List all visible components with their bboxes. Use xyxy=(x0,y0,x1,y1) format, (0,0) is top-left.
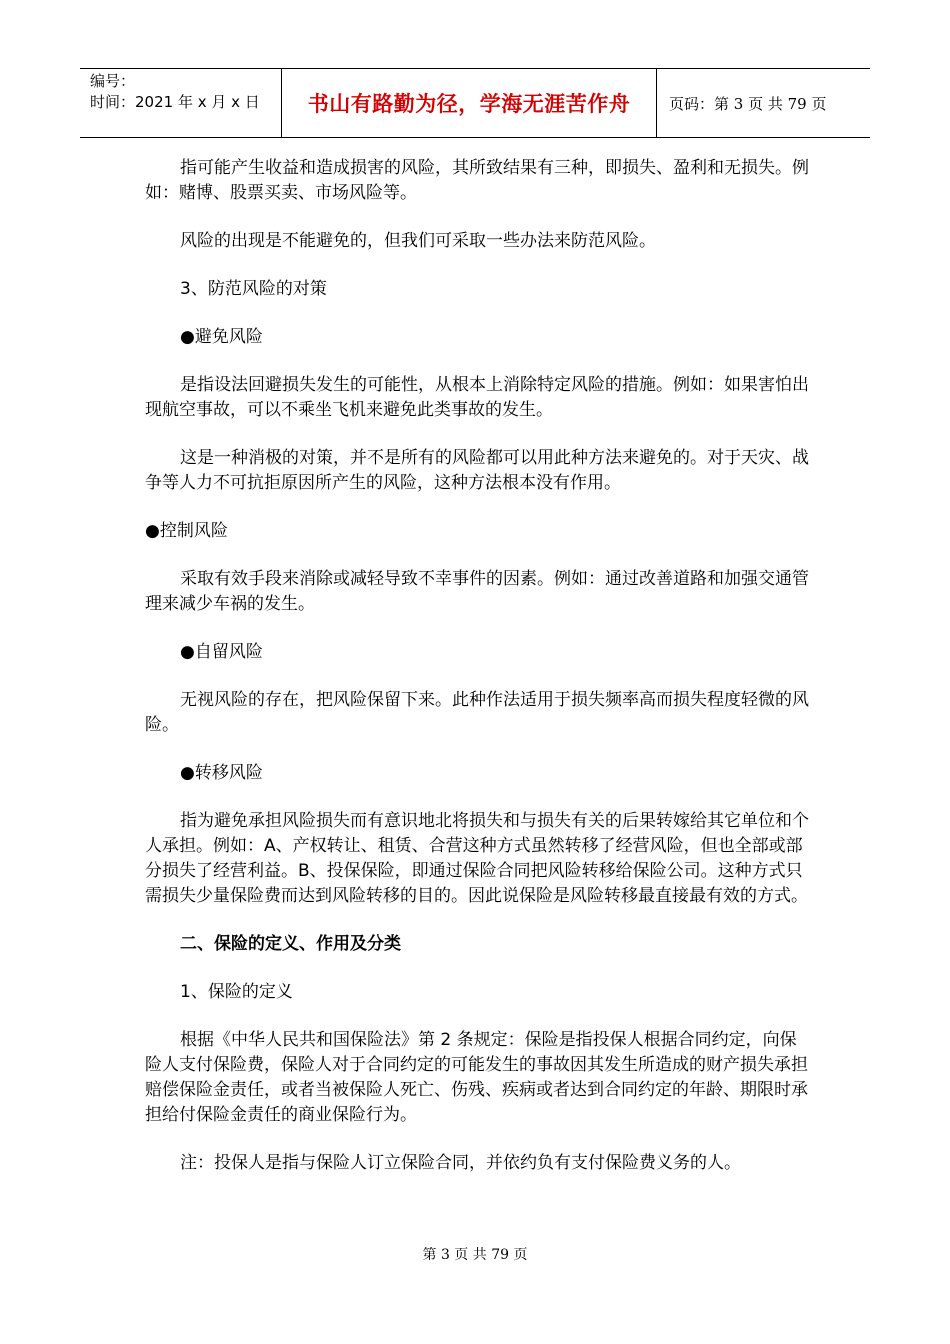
paragraph: 风险的出现是不能避免的，但我们可采取一些办法来防范风险。 xyxy=(180,231,656,251)
paragraph: 采取有效手段来消除或减轻导致不幸事件的因素。例如：通过改善道路和加强交通管理来减少车祸的发生。 xyxy=(145,569,809,614)
number-label: 编号： xyxy=(90,72,136,90)
page-footer: 第 3 页 共 79 页 xyxy=(422,1247,528,1263)
note-paragraph: 注：投保人是指与保险人订立保险合同，并依约负有支付保险费义务的人。 xyxy=(180,1153,741,1173)
paragraph: 是指设法回避损失发生的可能性，从根本上消除特定风险的措施。例如：如果害怕出现航空事故，可以不乘坐飞机来避免此类事故的发生。 xyxy=(145,375,809,420)
document-body xyxy=(145,156,810,1199)
section-heading: 3、防范风险的对策 xyxy=(180,279,327,299)
header-motto-cell xyxy=(282,69,657,137)
section-heading: 1、保险的定义 xyxy=(180,982,293,1002)
bullet-heading: ●自留风险 xyxy=(180,642,263,662)
chapter-heading: 二、保险的定义、作用及分类 xyxy=(180,934,401,954)
bullet-heading: ●转移风险 xyxy=(180,763,263,783)
motto-text: 书山有路勤为径，学海无涯苦作舟 xyxy=(307,92,631,116)
header-meta xyxy=(80,69,282,137)
paragraph: 这是一种消极的对策，并不是所有的风险都可以用此种方法来避免的。对于天灾、战争等人力不可抗拒原因所产生的风险，这种方法根本没有作用。 xyxy=(145,448,809,493)
header-page-info: 页码：第 3 页 共 79 页 xyxy=(669,94,827,113)
time-label: 时间：2021 年 x 月 x 日 xyxy=(90,93,260,111)
page-header xyxy=(80,68,870,138)
bullet-heading: ●避免风险 xyxy=(180,327,263,347)
paragraph: 指可能产生收益和造成损害的风险，其所致结果有三种，即损失、盈利和无损失。例如：赌博、股票买卖、市场风险等。 xyxy=(145,158,809,203)
paragraph: 无视风险的存在，把风险保留下来。此种作法适用于损失频率高而损失程度轻微的风险。 xyxy=(145,690,809,735)
bullet-heading: ●控制风险 xyxy=(145,521,228,541)
paragraph: 根据《中华人民共和国保险法》第 2 条规定：保险是指投保人根据合同约定，向保险人支付保险费，保险人对于合同约定的可能发生的事故因其发生所造成的财产损失承担赔偿保险金责任，或者当被保险人死亡、伤残、疾病或者达到合同约定的年龄、期限时承担给付保险金责任的商业保险行为。 xyxy=(145,1030,808,1125)
paragraph: 指为避免承担风险损失而有意识地北将损失和与损失有关的后果转嫁给其它单位和个人承担。例如：A、产权转让、租赁、合营这种方式虽然转移了经营风险，但也全部或部分损失了经营利益。B、投保保险，即通过保险合同把风险转移给保险公司。这种方式只需损失少量保险费而达到风险转移的目的。因此说保险是风险转移最直接最有效的方式。 xyxy=(145,811,809,906)
